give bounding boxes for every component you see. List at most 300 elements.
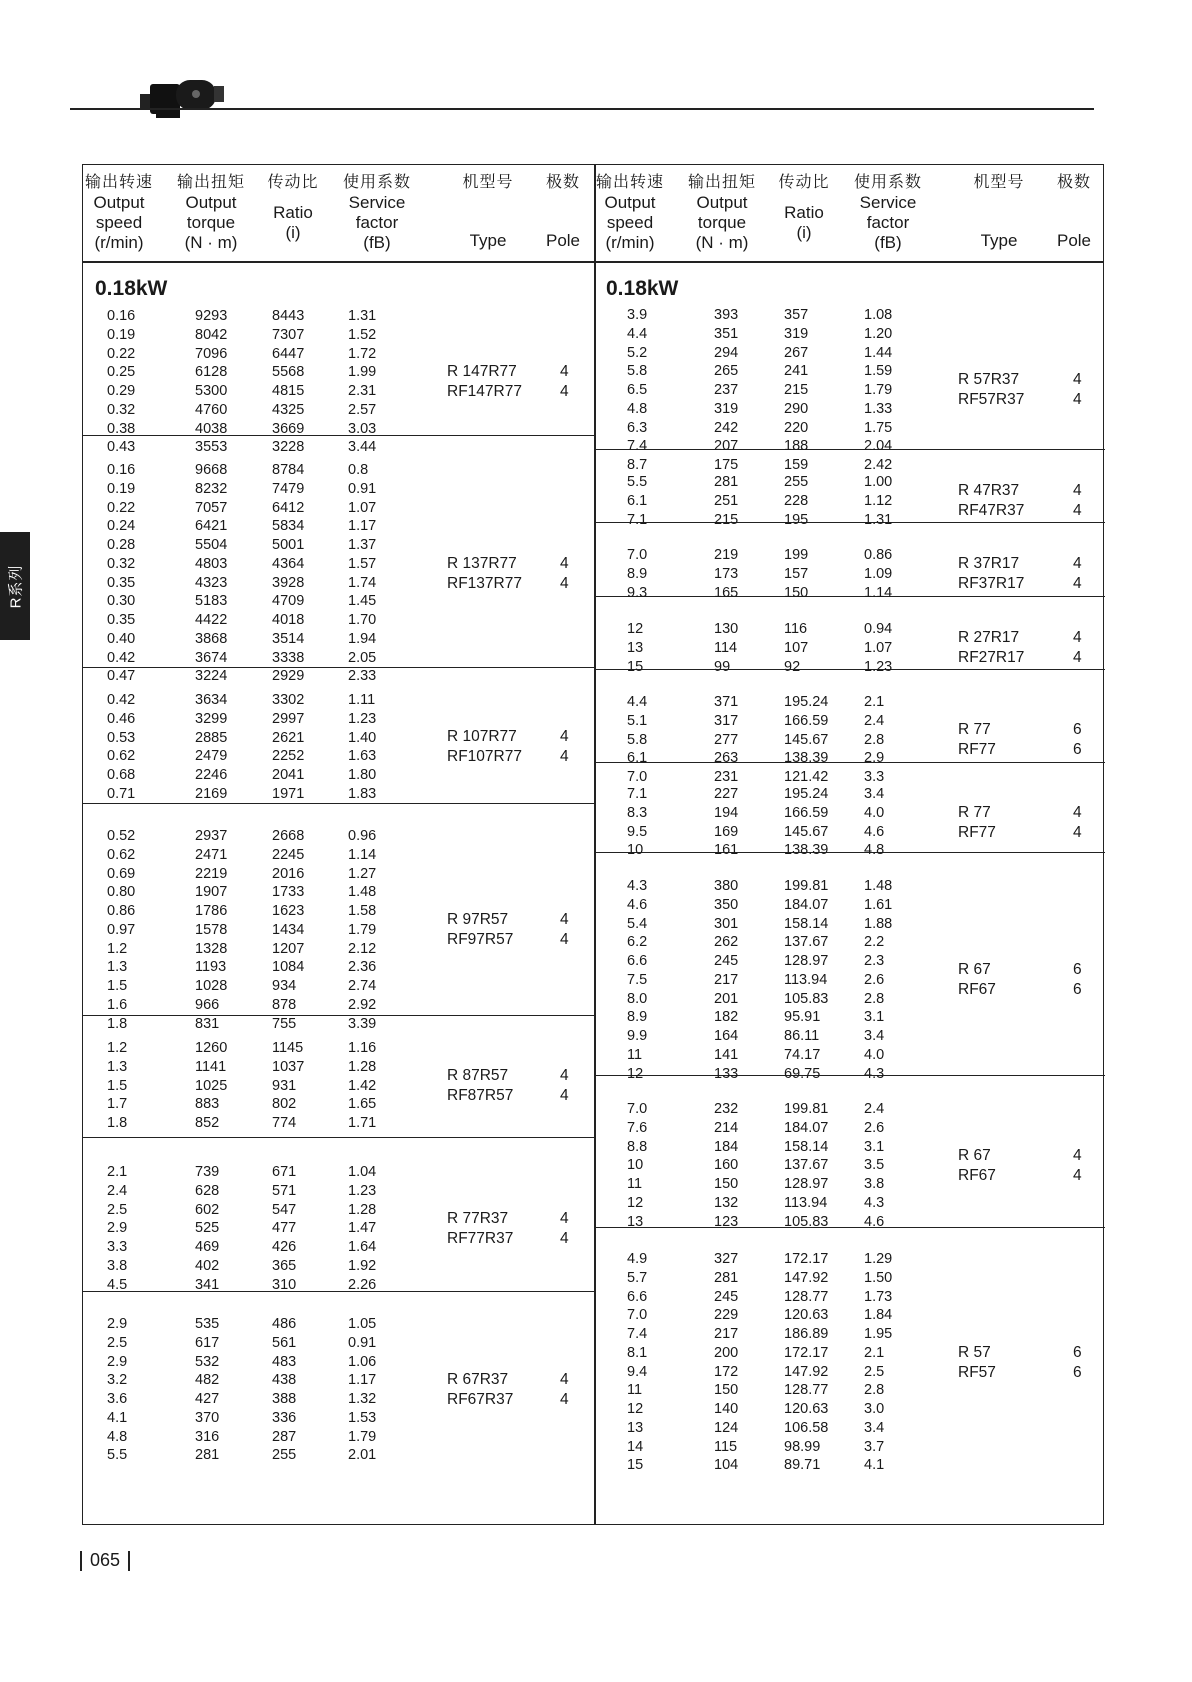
pole-cell: 6 [1073, 1363, 1082, 1381]
ratio-cell: 159 [784, 457, 809, 473]
output-speed-cell: 2.9 [107, 1220, 128, 1237]
output-speed-cell: 3.6 [107, 1391, 128, 1407]
service-factor-cell: 2.01 [348, 1447, 377, 1464]
output-speed-cell: 3.9 [627, 307, 648, 323]
ratio-cell: 166.59 [784, 804, 829, 821]
output-speed-cell: 2.1 [107, 1164, 128, 1180]
output-torque-cell: 265 [714, 363, 739, 380]
output-speed-cell: 15 [627, 658, 644, 675]
ratio-cell: 138.39 [784, 750, 829, 767]
table-row [594, 971, 1105, 990]
ratio-cell: 3302 [272, 692, 305, 708]
ratio-cell: 1145 [272, 1040, 304, 1056]
table-row [594, 1400, 1105, 1419]
output-torque-cell: 831 [195, 1015, 220, 1032]
ratio-cell: 137.67 [784, 1157, 829, 1174]
table-row [594, 400, 1105, 419]
output-speed-cell: 1.8 [107, 1115, 128, 1131]
table-row [594, 1288, 1105, 1307]
output-speed-cell: 0.42 [107, 649, 136, 666]
output-torque-cell: 150 [714, 1382, 739, 1399]
output-torque-cell: 229 [714, 1307, 739, 1324]
column-header-cn: 机型号 [973, 174, 1025, 191]
output-speed-cell: 1.3 [107, 1058, 128, 1075]
pole-cell: 4 [1073, 575, 1082, 593]
column-header-en-line: speed [606, 213, 654, 232]
ratio-cell: 3338 [272, 649, 305, 666]
ratio-cell: 483 [272, 1353, 297, 1370]
ratio-cell: 128.77 [784, 1288, 829, 1305]
table-row [83, 630, 594, 649]
table-row [83, 921, 594, 940]
ratio-cell: 120.63 [784, 1401, 829, 1417]
table-row [594, 952, 1105, 971]
ratio-cell: 2621 [272, 729, 305, 746]
output-torque-cell: 4803 [195, 555, 228, 572]
power-label-left: 0.18kW [95, 277, 168, 300]
ratio-cell: 4018 [272, 612, 305, 628]
ratio-cell: 5568 [272, 364, 305, 381]
table-row [83, 1238, 594, 1257]
output-speed-cell: 5.2 [627, 344, 648, 361]
table-row [83, 977, 594, 996]
pole-cell: 4 [560, 1086, 569, 1104]
service-factor-cell: 2.57 [348, 401, 377, 418]
service-factor-cell: 1.92 [348, 1257, 377, 1274]
column-header-en-line: (i) [796, 223, 812, 242]
ratio-cell: 121.42 [784, 769, 829, 785]
column-header-right-5 [1049, 173, 1099, 251]
service-factor-cell: 1.79 [348, 921, 377, 938]
series-side-tab [0, 532, 30, 640]
service-factor-cell: 0.91 [348, 480, 377, 497]
type-cell: RF137R77 [447, 574, 522, 592]
output-speed-cell: 1.5 [107, 978, 128, 994]
output-torque-cell: 201 [714, 990, 739, 1007]
service-factor-cell: 1.99 [348, 364, 377, 381]
service-factor-cell: 1.20 [864, 325, 893, 342]
ratio-cell: 802 [272, 1096, 297, 1113]
column-header-en-line: Type [469, 231, 507, 250]
column-header-en-line: speed [95, 213, 143, 232]
ratio-cell: 2929 [272, 668, 305, 685]
service-factor-cell: 2.8 [864, 731, 885, 748]
output-torque-cell: 380 [714, 878, 739, 894]
service-factor-cell: 2.12 [348, 940, 377, 957]
service-factor-cell: 2.9 [864, 750, 885, 767]
column-header-cn: 输出转速 [84, 174, 153, 191]
output-speed-cell: 12 [627, 1401, 644, 1417]
service-factor-cell: 1.44 [864, 344, 893, 361]
output-torque-cell: 281 [195, 1447, 220, 1464]
type-cell: R 67 [958, 961, 991, 979]
page-number [80, 1550, 130, 1571]
column-header-en-line: (r/min) [94, 233, 144, 252]
pole-cell: 4 [560, 1391, 569, 1408]
column-header-right-3 [843, 173, 933, 253]
output-speed-cell: 6.5 [627, 382, 648, 398]
ratio-cell: 220 [784, 419, 809, 436]
service-factor-cell: 3.1 [864, 1009, 885, 1026]
output-torque-cell: 251 [714, 492, 739, 509]
ratio-cell: 138.39 [784, 842, 829, 859]
service-factor-cell: 1.14 [864, 584, 893, 601]
service-factor-cell: 1.72 [348, 345, 377, 362]
output-torque-cell: 115 [714, 1438, 738, 1455]
table-row [594, 693, 1105, 712]
pole-cell: 4 [560, 574, 569, 592]
column-header-en-line: torque [697, 213, 747, 232]
type-cell: R 97R57 [447, 911, 509, 929]
output-torque-cell: 4760 [195, 401, 228, 418]
output-torque-cell: 237 [714, 382, 739, 398]
output-torque-cell: 217 [714, 971, 739, 988]
output-speed-cell: 4.1 [107, 1409, 128, 1426]
header-rule [70, 108, 1094, 110]
service-factor-cell: 1.48 [864, 878, 893, 894]
service-factor-cell: 2.26 [348, 1276, 377, 1293]
output-torque-cell: 182 [714, 1009, 739, 1026]
service-factor-cell: 1.23 [348, 1182, 377, 1199]
service-factor-cell: 1.04 [348, 1164, 377, 1180]
output-torque-cell: 5183 [195, 593, 228, 610]
ratio-cell: 3669 [272, 420, 305, 437]
output-speed-cell: 0.97 [107, 921, 136, 938]
pole-cell: 4 [1073, 391, 1082, 409]
output-torque-cell: 739 [195, 1164, 220, 1180]
service-factor-cell: 1.71 [348, 1115, 377, 1131]
service-factor-cell: 1.40 [348, 729, 377, 746]
output-torque-cell: 164 [714, 1028, 739, 1044]
service-factor-cell: 1.06 [348, 1353, 377, 1370]
output-torque-cell: 602 [195, 1201, 220, 1218]
table-row [594, 877, 1105, 896]
output-speed-cell: 7.0 [627, 769, 648, 785]
pole-cell: 6 [1073, 720, 1082, 738]
ratio-cell: 184.07 [784, 896, 829, 913]
output-torque-cell: 123 [714, 1213, 739, 1230]
output-torque-cell: 133 [714, 1065, 739, 1082]
output-torque-cell: 1328 [195, 940, 228, 957]
column-header-cn: 使用系数 [342, 174, 411, 191]
column-header-right-1 [682, 173, 762, 253]
ratio-cell: 150 [784, 584, 809, 601]
output-torque-cell: 2885 [195, 729, 228, 746]
service-factor-cell: 1.23 [348, 710, 377, 727]
ratio-cell: 195 [784, 511, 809, 528]
output-speed-cell: 5.5 [627, 474, 648, 490]
service-factor-cell: 3.4 [864, 1028, 885, 1044]
ratio-cell: 92 [784, 658, 801, 675]
service-factor-cell: 4.1 [864, 1457, 885, 1474]
ratio-cell: 172.17 [784, 1251, 829, 1267]
table-row [83, 649, 594, 668]
table-row [594, 933, 1105, 952]
output-speed-cell: 0.25 [107, 364, 136, 381]
pole-cell: 6 [1073, 1343, 1082, 1361]
table-row [83, 940, 594, 959]
table-row [83, 1201, 594, 1220]
output-torque-cell: 245 [714, 1288, 739, 1305]
pole-cell: 4 [1073, 1146, 1082, 1164]
table-row [83, 1334, 594, 1353]
table-row [594, 584, 1105, 603]
output-speed-cell: 0.43 [107, 439, 136, 456]
pole-cell: 6 [1073, 981, 1082, 999]
output-torque-cell: 9293 [195, 308, 228, 324]
ratio-cell: 438 [272, 1372, 297, 1389]
output-torque-cell: 263 [714, 750, 739, 767]
column-header-left-3 [332, 173, 422, 253]
output-torque-cell: 316 [195, 1428, 220, 1445]
output-torque-cell: 317 [714, 712, 739, 729]
ratio-cell: 477 [272, 1220, 297, 1237]
output-speed-cell: 0.46 [107, 710, 136, 727]
service-factor-cell: 3.1 [864, 1138, 885, 1155]
output-speed-cell: 0.42 [107, 692, 136, 708]
table-row [594, 1175, 1105, 1194]
output-torque-cell: 124 [714, 1419, 739, 1436]
output-speed-cell: 11 [627, 1176, 643, 1192]
output-speed-cell: 0.35 [107, 612, 136, 628]
ratio-cell: 255 [272, 1447, 297, 1464]
output-speed-cell: 1.2 [107, 1040, 128, 1056]
ratio-cell: 365 [272, 1257, 297, 1274]
service-factor-cell: 0.96 [348, 828, 377, 844]
service-factor-cell: 1.29 [864, 1251, 893, 1267]
ratio-cell: 5834 [272, 518, 305, 535]
service-factor-cell: 3.03 [348, 420, 377, 437]
table-row [83, 785, 594, 804]
output-torque-cell: 532 [195, 1353, 220, 1370]
output-torque-cell: 232 [714, 1101, 739, 1117]
output-torque-cell: 194 [714, 804, 739, 821]
output-torque-cell: 469 [195, 1239, 220, 1255]
output-torque-cell: 2937 [195, 828, 228, 844]
output-torque-cell: 281 [714, 1269, 739, 1286]
table-row [83, 996, 594, 1015]
ratio-cell: 128.97 [784, 953, 829, 969]
output-speed-cell: 6.1 [627, 750, 648, 767]
output-torque-cell: 525 [195, 1220, 220, 1237]
service-factor-cell: 1.59 [864, 363, 893, 380]
ratio-cell: 95.91 [784, 1009, 821, 1026]
ratio-cell: 486 [272, 1316, 297, 1332]
table-row [594, 1325, 1105, 1344]
type-cell: R 107R77 [447, 728, 517, 746]
table-row [83, 345, 594, 364]
service-factor-cell: 1.52 [348, 326, 377, 343]
output-torque-cell: 966 [195, 996, 220, 1013]
service-factor-cell: 2.05 [348, 649, 377, 666]
output-speed-cell: 12 [627, 1194, 644, 1211]
table-row [83, 420, 594, 439]
pole-cell: 4 [1073, 482, 1082, 500]
output-speed-cell: 4.8 [627, 400, 648, 417]
table-row [83, 1446, 594, 1465]
output-speed-cell: 0.80 [107, 884, 136, 901]
output-torque-cell: 99 [714, 658, 731, 675]
output-speed-cell: 12 [627, 621, 644, 637]
output-speed-cell: 0.32 [107, 555, 136, 572]
ratio-cell: 547 [272, 1201, 297, 1218]
output-torque-cell: 1193 [195, 959, 227, 976]
ratio-cell: 186.89 [784, 1326, 829, 1342]
output-torque-cell: 2169 [195, 785, 228, 802]
pole-cell: 4 [1073, 555, 1082, 573]
output-speed-cell: 1.6 [107, 996, 128, 1013]
table-row [83, 729, 594, 748]
output-torque-cell: 150 [714, 1176, 739, 1192]
service-factor-cell: 3.3 [864, 769, 885, 785]
ratio-cell: 8784 [272, 462, 305, 478]
service-factor-cell: 1.05 [348, 1316, 377, 1332]
right-group [594, 610, 1105, 675]
output-speed-cell: 0.19 [107, 480, 136, 497]
left-group [83, 293, 594, 456]
ratio-cell: 4709 [272, 593, 305, 610]
output-speed-cell: 1.5 [107, 1077, 128, 1094]
output-torque-cell: 2219 [195, 865, 228, 882]
column-header-en-line: (r/min) [605, 233, 655, 252]
table-row [594, 1138, 1105, 1157]
output-torque-cell: 184 [714, 1138, 739, 1155]
output-speed-cell: 1.3 [107, 959, 128, 976]
ratio-cell: 2041 [272, 767, 305, 783]
ratio-cell: 2245 [272, 846, 305, 863]
pole-cell: 4 [1073, 1166, 1082, 1184]
ratio-cell: 145.67 [784, 823, 829, 840]
table-row [594, 1344, 1105, 1363]
table-row [83, 827, 594, 846]
table-row [83, 1315, 594, 1334]
output-torque-cell: 207 [714, 438, 739, 455]
output-speed-cell: 13 [627, 1419, 644, 1436]
output-speed-cell: 5.5 [107, 1447, 128, 1464]
output-speed-cell: 0.35 [107, 574, 136, 591]
ratio-cell: 116 [784, 621, 808, 637]
output-torque-cell: 2479 [195, 748, 228, 765]
ratio-cell: 106.58 [784, 1419, 829, 1436]
output-torque-cell: 231 [714, 769, 739, 785]
ratio-cell: 2016 [272, 865, 305, 882]
pole-cell: 6 [1073, 961, 1082, 979]
output-speed-cell: 4.3 [627, 878, 648, 894]
ratio-cell: 158.14 [784, 1138, 829, 1155]
output-torque-cell: 2246 [195, 767, 228, 783]
table-row [83, 363, 594, 382]
output-torque-cell: 482 [195, 1372, 220, 1389]
service-factor-cell: 1.27 [348, 865, 377, 882]
column-header-right-0 [590, 173, 670, 253]
table-row [594, 565, 1105, 584]
service-factor-cell: 1.31 [864, 511, 893, 528]
table-row [594, 841, 1105, 860]
ratio-cell: 120.63 [784, 1307, 829, 1324]
service-factor-cell: 1.07 [348, 499, 377, 516]
service-factor-cell: 2.33 [348, 668, 377, 685]
output-torque-cell: 242 [714, 419, 739, 436]
table-row [594, 823, 1105, 842]
table-row [83, 307, 594, 326]
table-row [594, 990, 1105, 1009]
output-torque-cell: 245 [714, 953, 739, 969]
service-factor-cell: 1.47 [348, 1220, 377, 1237]
ratio-cell: 3514 [272, 630, 305, 647]
service-factor-cell: 1.73 [864, 1288, 893, 1305]
service-factor-cell: 1.79 [348, 1428, 377, 1445]
ratio-cell: 290 [784, 400, 809, 417]
ratio-cell: 69.75 [784, 1065, 821, 1082]
table-row [83, 1276, 594, 1295]
table-row [83, 401, 594, 420]
output-speed-cell: 5.8 [627, 731, 648, 748]
output-torque-cell: 281 [714, 474, 739, 490]
service-factor-cell: 1.64 [348, 1239, 377, 1255]
output-torque-cell: 4422 [195, 612, 228, 628]
column-header-left-2 [263, 173, 323, 243]
output-speed-cell: 11 [627, 1382, 643, 1399]
ratio-cell: 1733 [272, 884, 305, 901]
output-torque-cell: 301 [714, 915, 739, 932]
output-speed-cell: 8.8 [627, 1138, 648, 1155]
output-torque-cell: 104 [714, 1457, 739, 1474]
table-row [83, 1163, 594, 1182]
output-speed-cell: 0.30 [107, 593, 136, 610]
output-torque-cell: 214 [714, 1119, 739, 1136]
type-cell: R 77R37 [447, 1209, 509, 1227]
service-factor-cell: 4.3 [864, 1065, 885, 1082]
output-torque-cell: 4038 [195, 420, 228, 437]
table-row [83, 902, 594, 921]
table-row [594, 785, 1105, 804]
output-speed-cell: 6.6 [627, 953, 648, 969]
output-speed-cell: 9.5 [627, 823, 648, 840]
service-factor-cell: 1.65 [348, 1096, 377, 1113]
pole-cell: 4 [1073, 502, 1082, 520]
ratio-cell: 166.59 [784, 712, 829, 729]
output-torque-cell: 3553 [195, 439, 228, 456]
output-speed-cell: 1.8 [107, 1015, 128, 1032]
service-factor-cell: 1.53 [348, 1409, 377, 1426]
output-speed-cell: 7.5 [627, 971, 648, 988]
right-group [594, 292, 1105, 473]
service-factor-cell: 2.42 [864, 457, 893, 473]
output-torque-cell: 200 [714, 1344, 739, 1361]
output-torque-cell: 1028 [195, 978, 228, 994]
service-factor-cell: 1.37 [348, 537, 377, 553]
output-torque-cell: 1141 [195, 1058, 227, 1075]
column-header-en-line: Output [604, 193, 656, 212]
ratio-cell: 2668 [272, 828, 305, 844]
table-row [594, 492, 1105, 511]
page-number-bar-right [128, 1551, 130, 1571]
service-factor-cell: 1.17 [348, 1372, 377, 1389]
column-header-en-line: Ratio [273, 203, 313, 222]
column-header-en-line: (fB) [363, 233, 391, 252]
service-factor-cell: 4.6 [864, 823, 885, 840]
ratio-cell: 426 [272, 1239, 297, 1255]
ratio-cell: 931 [272, 1077, 297, 1094]
output-torque-cell: 165 [714, 584, 739, 601]
output-torque-cell: 535 [195, 1316, 220, 1332]
ratio-cell: 878 [272, 996, 297, 1013]
table-row [83, 555, 594, 574]
output-speed-cell: 11 [627, 1046, 643, 1063]
output-speed-cell: 9.9 [627, 1028, 648, 1044]
column-header-right-4 [959, 173, 1039, 251]
output-speed-cell: 8.0 [627, 990, 648, 1007]
